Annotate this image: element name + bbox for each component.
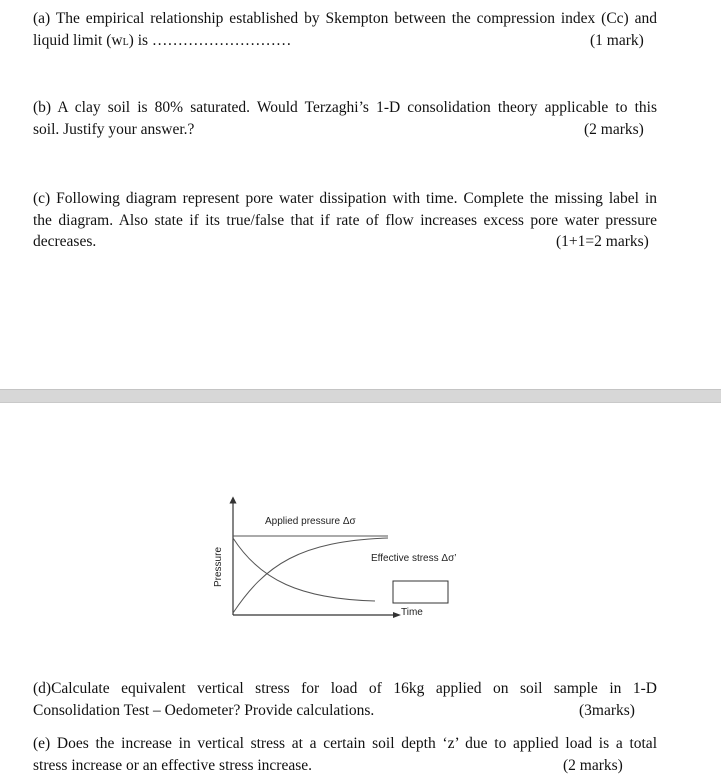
question-a-subscript: L	[122, 36, 129, 48]
question-d-text: Consolidation Test – Oedometer? Provide calculations.	[33, 701, 375, 719]
pore-pressure-curve	[233, 538, 375, 601]
question-c-line-1: (c) Following diagram represent pore water dissipation with time. Complete the missing label in	[33, 190, 657, 207]
effective-stress-label: Effective stress Δσ’	[371, 553, 457, 564]
time-label: Time	[401, 607, 423, 618]
question-a-line-2	[33, 30, 657, 54]
question-b-text: soil. Justify your answer.?	[33, 120, 195, 138]
question-d	[33, 678, 657, 721]
y-axis-label: Pressure	[213, 546, 224, 588]
question-b-line-2	[33, 119, 657, 141]
question-a-marks: (1 mark)	[590, 31, 644, 49]
question-e-line-2	[33, 755, 657, 777]
pore-pressure-diagram	[205, 495, 475, 625]
question-a	[33, 8, 657, 53]
question-d-marks: (3marks)	[579, 701, 635, 719]
page-separator	[0, 389, 721, 403]
question-d-line-1: (d)Calculate equivalent vertical stress for load of 16kg applied on soil sample in 1-D	[33, 680, 657, 697]
question-b-marks: (2 marks)	[584, 120, 644, 138]
effective-stress-curve	[233, 538, 388, 613]
question-c-marks: (1+1=2 marks)	[556, 233, 649, 250]
question-c-text: decreases.	[33, 233, 97, 250]
question-b	[33, 97, 657, 140]
question-e-marks: (2 marks)	[563, 756, 623, 774]
question-a-text-prefix: liquid limit (w	[33, 31, 123, 49]
question-d-line-2	[33, 700, 657, 722]
applied-pressure-label: Applied pressure Δσ	[265, 516, 356, 527]
question-b-line-1: (b) A clay soil is 80% saturated. Would Terzaghi’s 1-D consolidation theory applicable to this	[33, 99, 657, 116]
question-e	[33, 733, 657, 776]
question-c-line-3	[33, 231, 657, 253]
x-axis-arrow	[393, 612, 401, 618]
missing-label-box[interactable]	[393, 581, 448, 603]
question-a-text-suffix: ) is ………………………	[128, 31, 292, 49]
question-c	[33, 188, 657, 253]
question-e-text: stress increase or an effective stress increase.	[33, 756, 313, 774]
question-a-line-1: (a) The empirical relationship established by Skempton between the compression index (Cc) and	[33, 10, 657, 27]
question-c-line-2: the diagram. Also state if its true/false that if rate of flow increases excess pore water pressure	[33, 211, 657, 229]
question-e-line-1: (e) Does the increase in vertical stress at a certain soil depth ‘z’ due to applied load is a total	[33, 735, 657, 752]
